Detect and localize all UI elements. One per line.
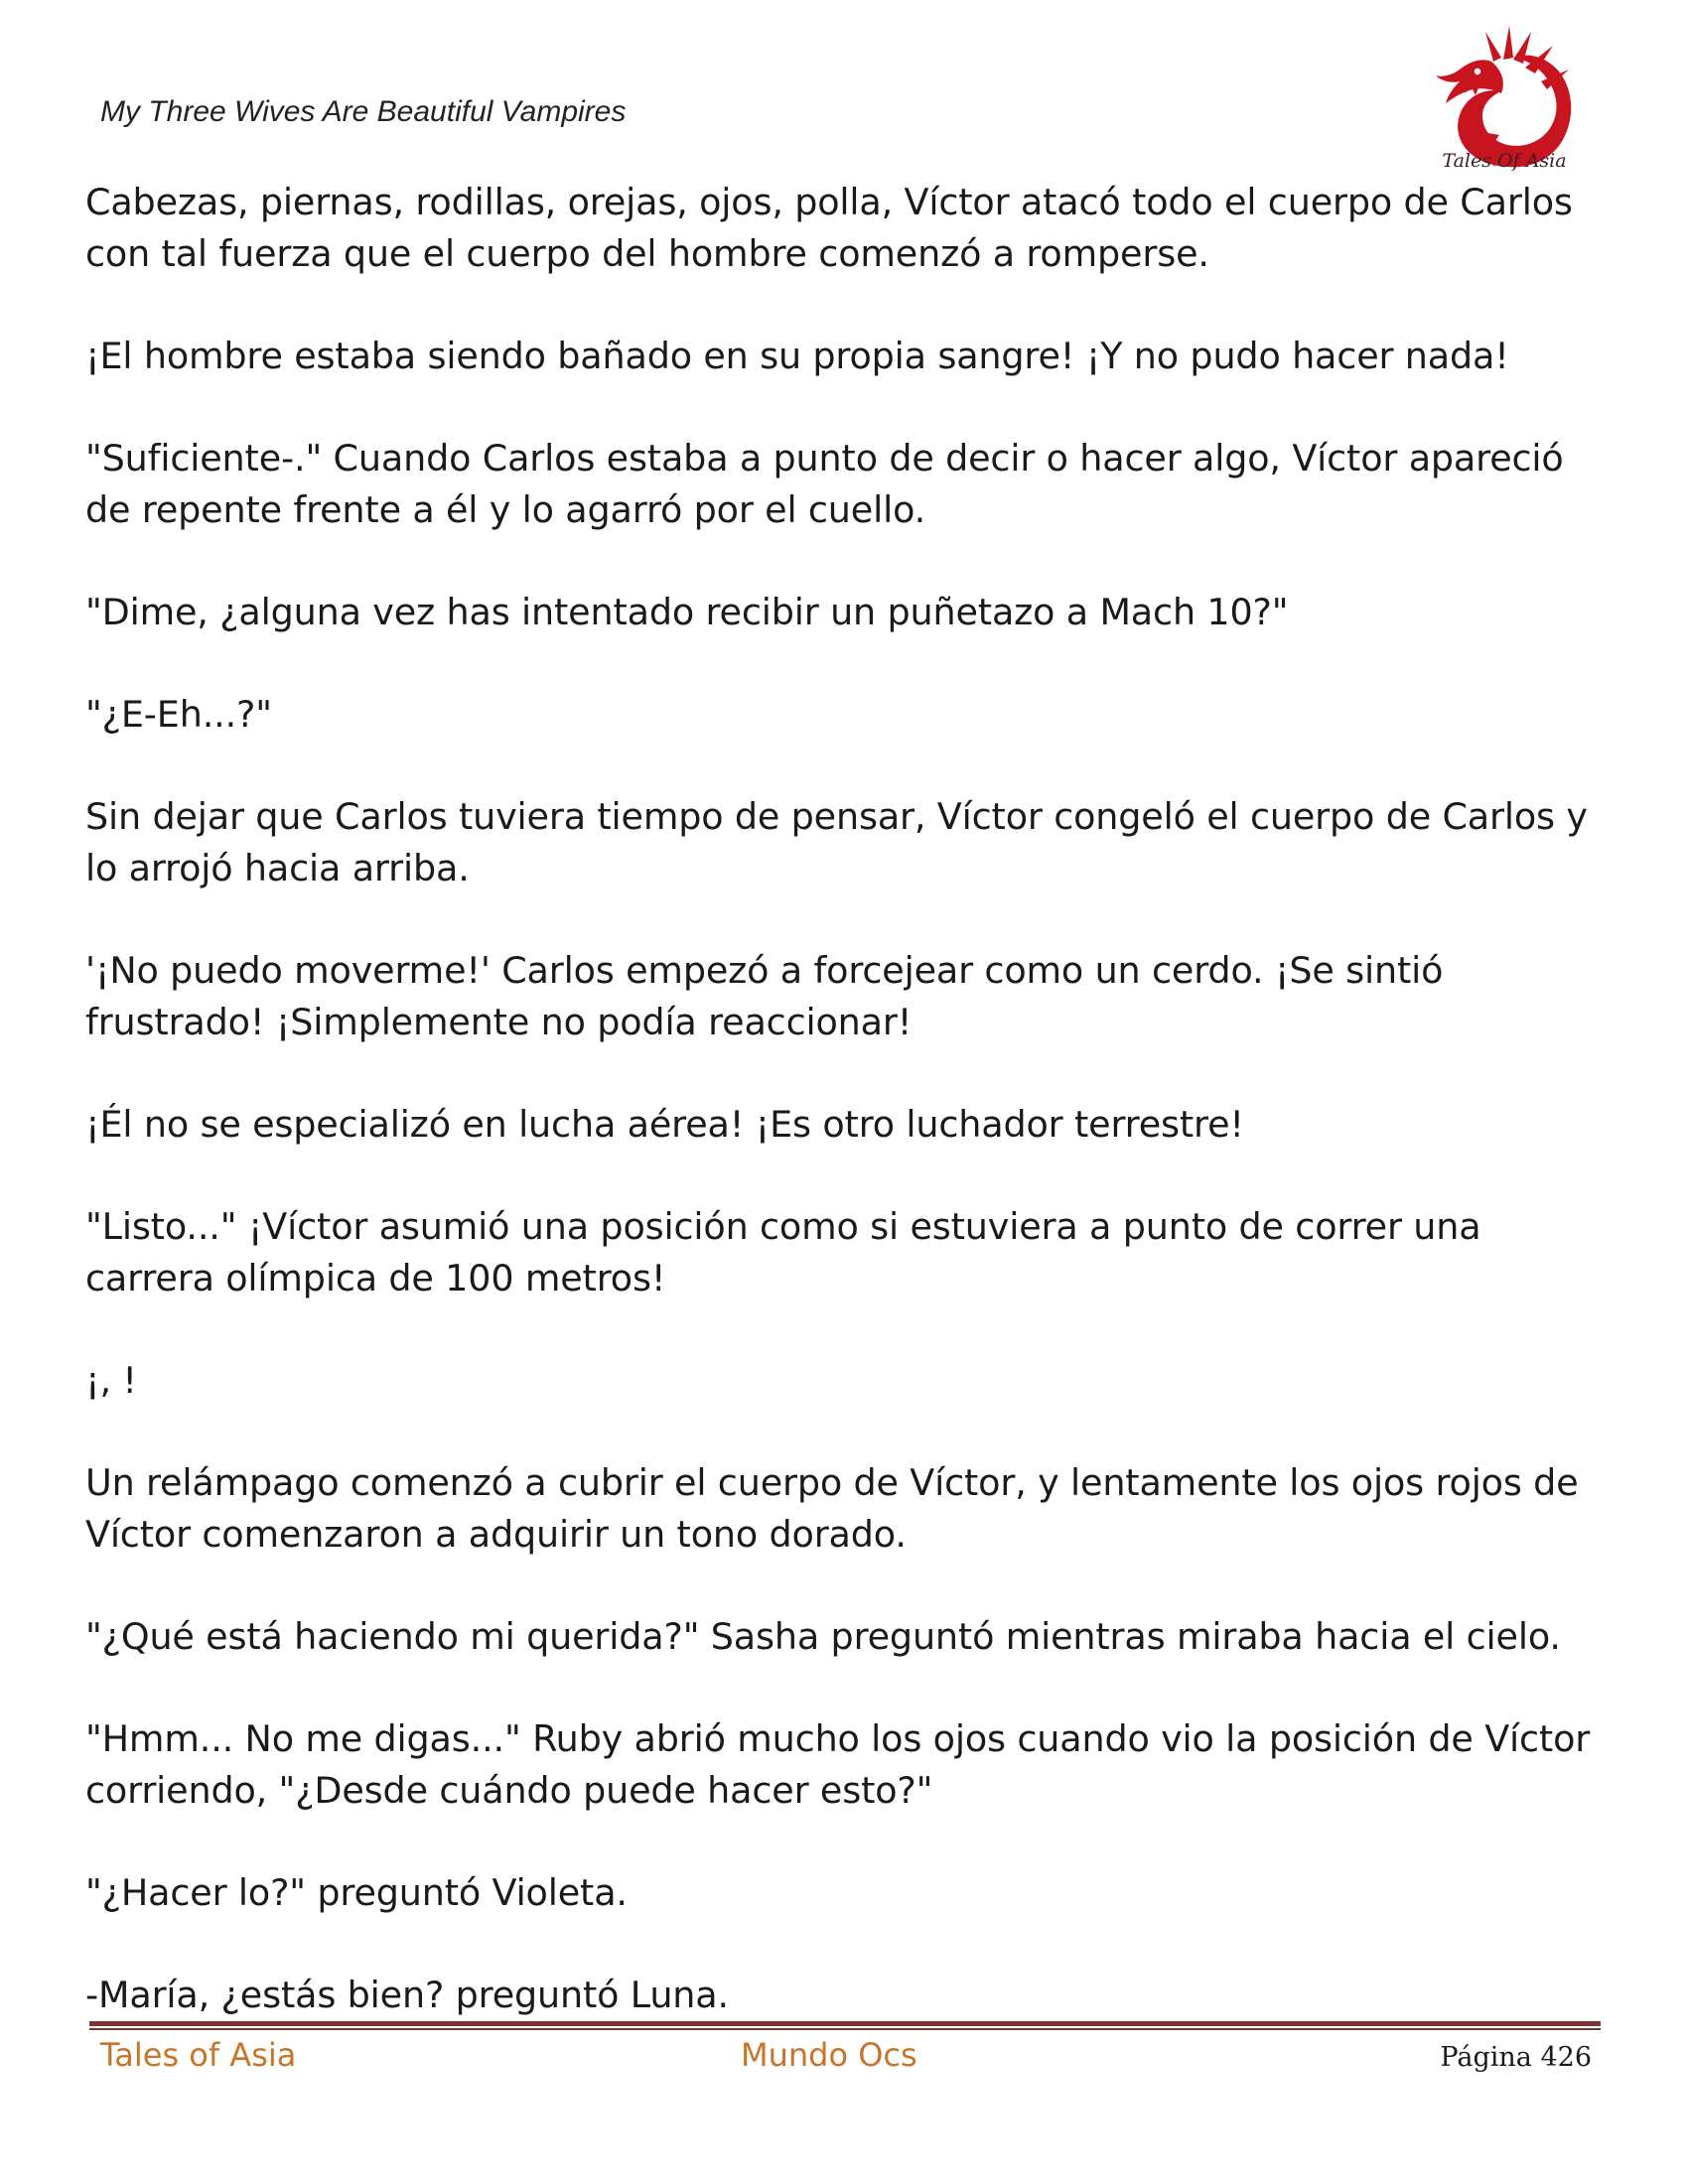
paragraph: Cabezas, piernas, rodillas, orejas, ojos, polla, Víctor atacó todo el cuerpo de Carlos con tal fuerza que el cuerpo del hombre comenzó a romperse. bbox=[85, 181, 1573, 275]
running-header-title: My Three Wives Are Beautiful Vampires bbox=[100, 95, 627, 128]
paragraph: "Dime, ¿alguna vez has intentado recibir un puñetazo a Mach 10?" bbox=[85, 591, 1289, 633]
chapter-body bbox=[85, 177, 1615, 2072]
paragraph: "Hmm... No me digas..." Ruby abrió mucho los ojos cuando vio la posición de Víctor corriendo, "¿Desde cuándo puede hacer esto?" bbox=[85, 1717, 1591, 1812]
paragraph: "Suficiente-." Cuando Carlos estaba a punto de decir o hacer algo, Víctor apareció de repente frente a él y lo agarró por el cuello. bbox=[85, 437, 1564, 531]
footer-divider-thin bbox=[89, 2028, 1601, 2030]
footer-site-name: Tales of Asia bbox=[100, 2036, 297, 2074]
paragraph: "¿Hacer lo?" preguntó Violeta. bbox=[85, 1871, 628, 1914]
footer-section-name: Mundo Ocs bbox=[741, 2036, 917, 2074]
page-number: Página 426 bbox=[1440, 2042, 1592, 2073]
paragraph: "¿E-Eh...?" bbox=[85, 693, 272, 736]
paragraph: "¿Qué está haciendo mi querida?" Sasha preguntó mientras miraba hacia el cielo. bbox=[85, 1615, 1561, 1658]
paragraph: -María, ¿estás bien? preguntó Luna. bbox=[85, 1974, 729, 2016]
paragraph: Un relámpago comenzó a cubrir el cuerpo de Víctor, y lentamente los ojos rojos de Víctor comenzaron a adquirir un tono dorado. bbox=[85, 1461, 1579, 1556]
footer-divider-thick bbox=[89, 2021, 1601, 2026]
tales-of-asia-logo bbox=[1430, 18, 1579, 179]
paragraph: ¡Él no se especializó en lucha aérea! ¡Es otro luchador terrestre! bbox=[85, 1103, 1244, 1146]
logo-text: Tales Of Asia bbox=[1442, 150, 1567, 172]
paragraph: Sin dejar que Carlos tuviera tiempo de pensar, Víctor congeló el cuerpo de Carlos y lo arrojó hacia arriba. bbox=[85, 795, 1588, 889]
paragraph: ¡, ! bbox=[85, 1359, 137, 1402]
paragraph: "Listo..." ¡Víctor asumió una posición como si estuviera a punto de correr una carrera olímpica de 100 metros! bbox=[85, 1205, 1481, 1299]
footer-divider bbox=[89, 2021, 1601, 2031]
paragraph: ¡El hombre estaba siendo bañado en su propia sangre! ¡Y no pudo hacer nada! bbox=[85, 335, 1509, 377]
paragraph: '¡No puedo moverme!' Carlos empezó a forcejear como un cerdo. ¡Se sintió frustrado! ¡Simplemente no podía reaccionar! bbox=[85, 949, 1444, 1043]
